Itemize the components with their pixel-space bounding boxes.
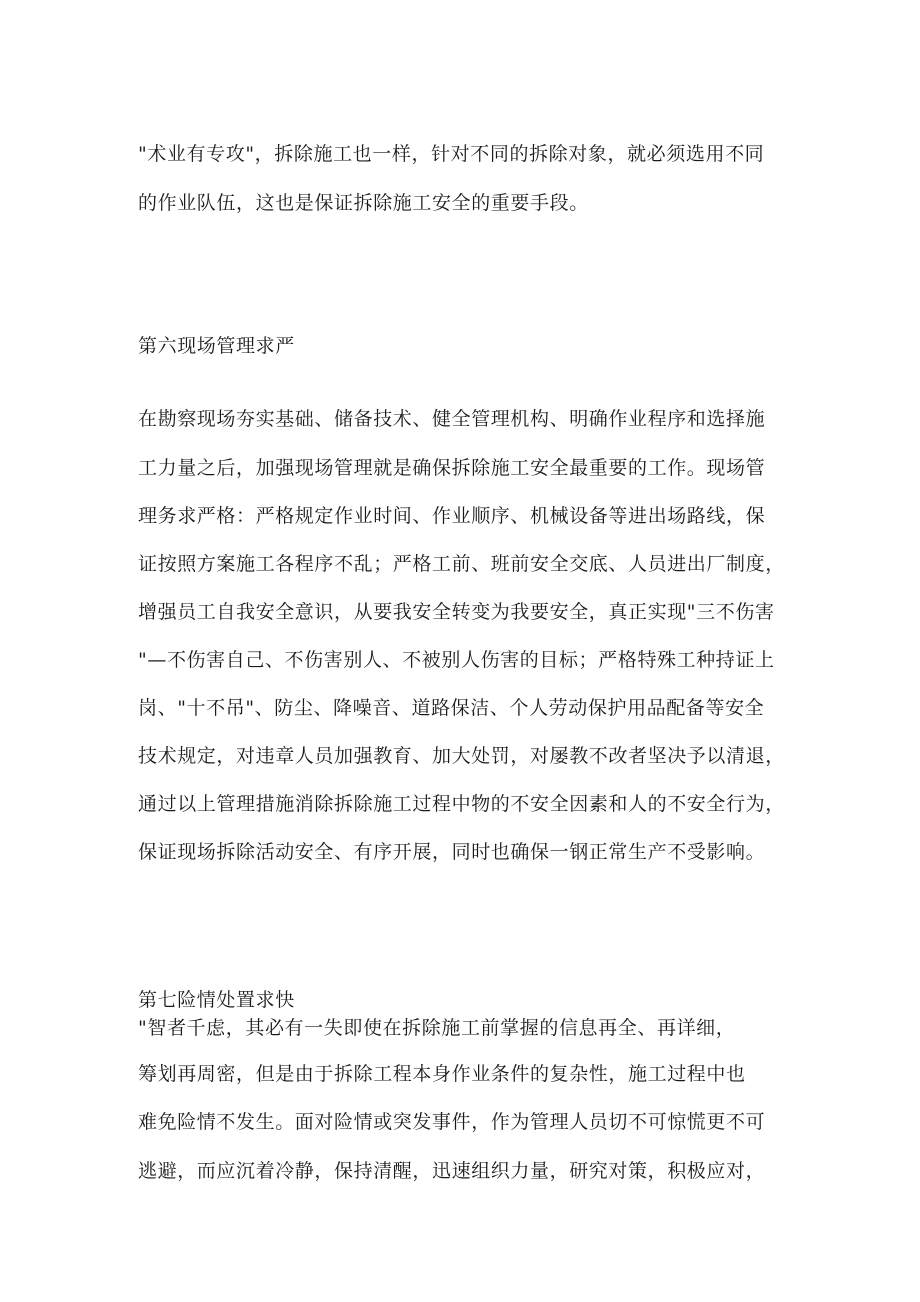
paragraph-line: 保证现场拆除活动安全、有序开展，同时也确保一钢正常生产不受影响。 <box>138 841 766 863</box>
section-heading: 第七险情处置求快 <box>138 989 295 1011</box>
paragraph-line: 通过以上管理措施消除拆除施工过程中物的不安全因素和人的不安全行为， <box>138 793 785 815</box>
paragraph-line: 的作业队伍，这也是保证拆除施工安全的重要手段。 <box>138 192 589 214</box>
paragraph-line: 难免险情不发生。面对险情或突发事件，作为管理人员切不可惊慌更不可 <box>138 1111 766 1133</box>
paragraph-line: 技术规定，对违章人员加强教育、加大处罚，对屡教不改者坚决予以清退， <box>138 745 785 767</box>
paragraph-line: 在勘察现场夯实基础、储备技术、健全管理机构、明确作业程序和选择施 <box>138 408 766 430</box>
paragraph-line: 岗、"十不吊"、防尘、降噪音、道路保洁、个人劳动保护用品配备等安全 <box>138 697 765 719</box>
paragraph-line: "术业有专攻"，拆除施工也一样，针对不同的拆除对象，就必须选用不同 <box>138 143 765 165</box>
paragraph-line: "—不伤害自己、不伤害别人、不被别人伤害的目标；严格特殊工种持证上 <box>138 649 775 671</box>
paragraph-line: "智者千虑，其必有一失即使在拆除施工前掌握的信息再全、再详细， <box>138 1017 736 1039</box>
paragraph-line: 理务求严格：严格规定作业时间、作业顺序、机械设备等进出场路线，保 <box>138 505 766 527</box>
paragraph-line: 工力量之后，加强现场管理就是确保拆除施工安全最重要的工作。现场管 <box>138 457 766 479</box>
paragraph-line: 增强员工自我安全意识，从要我安全转变为我要安全，真正实现"三不伤害 <box>138 601 775 623</box>
section-heading: 第六现场管理求严 <box>138 335 295 357</box>
paragraph-line: 筹划再周密，但是由于拆除工程本身作业条件的复杂性，施工过程中也 <box>138 1063 746 1085</box>
paragraph-line: 证按照方案施工各程序不乱；严格工前、班前安全交底、人员进出厂制度， <box>138 553 785 575</box>
paragraph-line: 逃避，而应沉着冷静，保持清醒，迅速组织力量，研究对策，积极应对， <box>138 1160 766 1182</box>
